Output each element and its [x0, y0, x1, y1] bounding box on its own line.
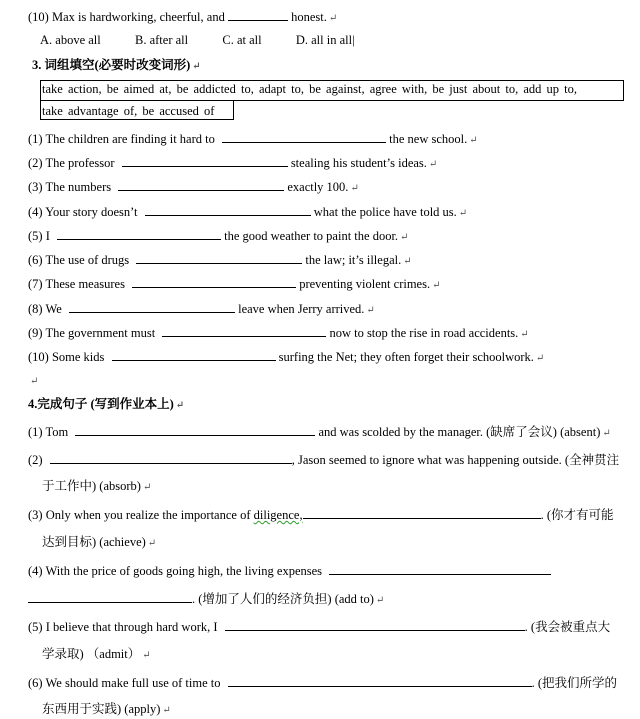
- item-text-end: . (把我们所学的: [531, 676, 618, 690]
- text-cursor: |: [352, 33, 355, 47]
- item-text-end: exactly 100.: [287, 180, 349, 194]
- item-text-end: and was scolded by the manager. (缺席了会议) (absent): [318, 425, 601, 439]
- paragraph-mark: ↵: [469, 135, 478, 146]
- item-text: The government must: [45, 326, 156, 340]
- item-text-cont: 东西用于实践) (apply): [42, 702, 161, 716]
- paragraph-mark: ↵: [30, 376, 39, 387]
- item-number: (4): [28, 205, 43, 219]
- paragraph-mark: ↵: [328, 13, 338, 24]
- empty-paragraph: [28, 372, 38, 390]
- paragraph-mark: ↵: [350, 183, 359, 194]
- s4-item-1: [28, 423, 611, 442]
- answer-blank[interactable]: [118, 178, 284, 191]
- paragraph-mark: ↵: [458, 208, 468, 219]
- s4-item-5: [28, 618, 610, 635]
- item-text-end: . (我会被重点大: [524, 620, 611, 634]
- s3-item-2: [28, 154, 437, 173]
- item-number: (5): [28, 620, 43, 634]
- answer-blank[interactable]: [303, 506, 541, 519]
- option-c[interactable]: C. at all: [222, 33, 262, 47]
- s4-item-4-cont: [28, 590, 384, 609]
- item-number: (8): [28, 302, 43, 316]
- q10-stem: [28, 8, 337, 27]
- answer-blank[interactable]: [145, 203, 311, 216]
- item-text: The use of drugs: [45, 253, 130, 267]
- s3-item-5: [28, 227, 408, 246]
- item-text-end: what the police have told us.: [313, 205, 457, 219]
- q10-blank[interactable]: [228, 8, 288, 21]
- section3-heading: [32, 57, 201, 75]
- answer-blank[interactable]: [112, 348, 276, 361]
- s3-item-1: [28, 130, 478, 149]
- section4-title: 4.完成句子 (写到作业本上): [28, 397, 174, 411]
- paragraph-mark: ↵: [142, 482, 152, 493]
- paragraph-mark: ↵: [400, 232, 409, 243]
- item-text: Your story doesn’t: [45, 205, 138, 219]
- item-text-end: preventing violent crimes.: [299, 277, 431, 291]
- option-b[interactable]: B. after all: [135, 33, 189, 47]
- item-number: (9): [28, 326, 43, 340]
- paragraph-mark: ↵: [192, 61, 201, 72]
- s3-item-7: [28, 275, 440, 294]
- item-number: (4): [28, 564, 43, 578]
- s3-item-10: [28, 348, 544, 367]
- item-text-cont: 学录取) （admit）: [42, 647, 141, 661]
- paragraph-mark: ↵: [375, 595, 385, 606]
- paragraph-mark: ↵: [403, 256, 412, 267]
- q10-number: (10): [28, 10, 49, 24]
- answer-blank[interactable]: [132, 275, 296, 288]
- item-text: We: [45, 302, 62, 316]
- item-number: (3): [28, 180, 43, 194]
- grammar-flagged-word: diligence,: [253, 508, 303, 522]
- option-d[interactable]: D. all in all: [295, 33, 353, 47]
- answer-blank[interactable]: [329, 562, 551, 575]
- word-bank: [40, 80, 624, 122]
- answer-blank[interactable]: [136, 251, 302, 264]
- item-number: (2): [28, 156, 43, 170]
- item-text: Tom: [45, 425, 69, 439]
- item-text-end: leave when Jerry arrived.: [238, 302, 365, 316]
- item-text: Some kids: [51, 350, 105, 364]
- item-text: I: [45, 229, 50, 243]
- q10-options: [40, 32, 355, 48]
- s4-item-3-cont: [42, 534, 156, 552]
- paragraph-mark: ↵: [175, 400, 185, 411]
- item-number: (5): [28, 229, 43, 243]
- s4-item-5-cont: [42, 646, 151, 664]
- paragraph-mark: ↵: [520, 329, 529, 340]
- word-bank-phrases-1: take action, be aimed at, be addicted to, adapt to, be against, agree with, be just about to, add up to,: [42, 82, 577, 96]
- paragraph-mark: ↵: [366, 305, 375, 316]
- item-text: We should make full use of time to: [45, 676, 221, 690]
- answer-blank[interactable]: [122, 154, 288, 167]
- answer-blank[interactable]: [50, 451, 292, 464]
- item-number: (2): [28, 453, 43, 467]
- s3-item-8: [28, 300, 375, 319]
- item-text-cont: . (增加了人们的经济负担) (add to): [192, 592, 374, 606]
- option-a[interactable]: A. above all: [40, 33, 101, 47]
- paragraph-mark: ↵: [147, 538, 157, 549]
- answer-blank[interactable]: [222, 130, 386, 143]
- item-text: The professor: [45, 156, 115, 170]
- s3-item-9: [28, 324, 529, 343]
- s3-item-3: [28, 178, 359, 197]
- item-text: These measures: [45, 277, 125, 291]
- section4-heading: [28, 396, 184, 414]
- item-text-end: the law; it’s illegal.: [305, 253, 402, 267]
- answer-blank[interactable]: [57, 227, 221, 240]
- s3-item-4: [28, 203, 467, 222]
- answer-blank-cont[interactable]: [28, 590, 192, 603]
- item-text: The numbers: [45, 180, 112, 194]
- s4-item-3: [28, 506, 614, 523]
- answer-blank[interactable]: [69, 300, 235, 313]
- item-number: (7): [28, 277, 43, 291]
- item-text-end: . (你才有可能: [540, 508, 614, 522]
- item-text-cont: 于工作中) (absorb): [42, 479, 141, 493]
- s4-item-6-cont: [42, 701, 171, 719]
- item-text-cont: 达到目标) (achieve): [42, 535, 146, 549]
- s4-item-6: [28, 674, 617, 691]
- s4-item-2: [28, 451, 619, 468]
- item-number: (3): [28, 508, 43, 522]
- item-text-end: surfing the Net; they often forget their schoolwork.: [278, 350, 534, 364]
- q10-text-end: honest.: [291, 10, 327, 24]
- item-number: (1): [28, 132, 43, 146]
- item-text-end: the good weather to paint the door.: [224, 229, 399, 243]
- s4-item-4: [28, 562, 551, 579]
- paragraph-mark: ↵: [602, 428, 611, 439]
- paragraph-mark: ↵: [162, 705, 171, 716]
- answer-blank[interactable]: [75, 423, 315, 436]
- paragraph-mark: ↵: [432, 280, 441, 291]
- paragraph-mark: ↵: [142, 650, 151, 661]
- paragraph-mark: ↵: [535, 353, 545, 364]
- item-text-end: stealing his student’s ideas.: [290, 156, 427, 170]
- answer-blank[interactable]: [228, 674, 532, 687]
- section3-title: 3. 词组填空(必要时改变词形): [32, 58, 191, 72]
- item-text-end: now to stop the rise in road accidents.: [329, 326, 519, 340]
- item-text: I believe that through hard work, I: [45, 620, 218, 634]
- s4-item-2-cont: [42, 478, 151, 496]
- s3-item-6: [28, 251, 412, 270]
- item-text: Only when you realize the importance of: [45, 508, 251, 522]
- item-number: (1): [28, 425, 43, 439]
- item-number: (6): [28, 676, 43, 690]
- item-text: The children are finding it hard to: [45, 132, 215, 146]
- item-text-end: , Jason seemed to ignore what was happening outside. (全神贯注: [291, 453, 620, 467]
- item-number: (6): [28, 253, 43, 267]
- answer-blank[interactable]: [225, 618, 525, 631]
- word-bank-phrases-2: take advantage of, be accused of: [42, 104, 215, 118]
- item-text-end: the new school.: [389, 132, 468, 146]
- paragraph-mark: ↵: [428, 159, 438, 170]
- q10-text: Max is hardworking, cheerful, and: [51, 10, 225, 24]
- item-text: With the price of goods going high, the living expenses: [45, 564, 323, 578]
- answer-blank[interactable]: [162, 324, 326, 337]
- item-number: (10): [28, 350, 49, 364]
